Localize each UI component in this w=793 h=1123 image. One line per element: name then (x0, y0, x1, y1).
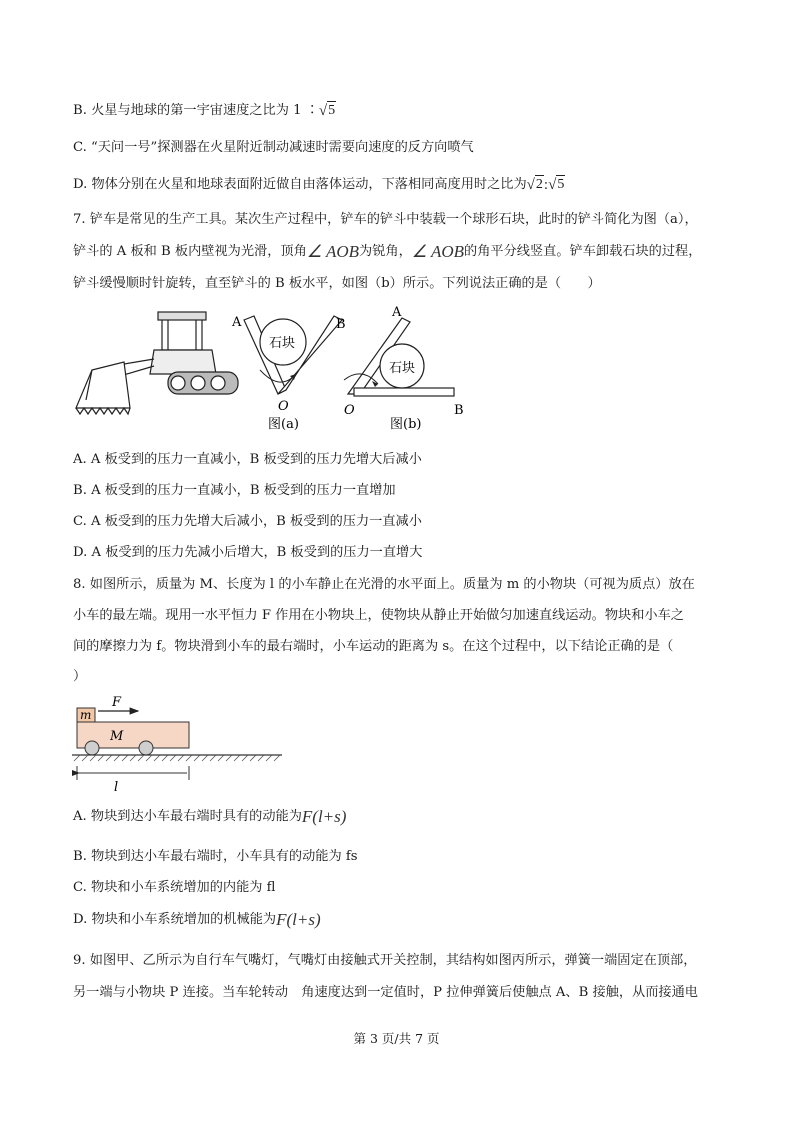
loader-illustration (76, 312, 238, 414)
q7-stem-line2 (73, 243, 701, 261)
q8-option-b: B. 物块到达小车最右端时，小车具有的动能为 fs (73, 849, 358, 864)
cart-wheel (139, 741, 153, 755)
q9-stem-line1: 9. 如图甲、乙所示为自行车气嘴灯，气嘴灯由接触式开关控制，其结构如图丙所示，弹簧一端固定在顶部， (73, 953, 697, 968)
q8-option-a (73, 808, 346, 826)
label-M: M (110, 729, 124, 744)
stone-label: 石块 (269, 336, 296, 351)
label-o: O (344, 403, 355, 418)
q6-option-d-text: D. 物体分别在火星和地球表面附近做自由落体运动，下落相同高度用时之比为 (73, 176, 527, 192)
expression: F(l+s) (301, 807, 347, 826)
figure-b (344, 305, 464, 432)
label-a: A (392, 305, 402, 320)
expression: F(l+s) (276, 910, 321, 929)
label-b: B (454, 403, 464, 418)
q7-option-b: B. A 板受到的压力一直减小，B 板受到的压力一直增加 (73, 483, 396, 498)
q7-figure (72, 304, 472, 436)
q8-stem-line2: 小车的最左端。现用一水平恒力 F 作用在小物块上，使物块从静止开始做匀加速直线运动。物块和小车之 (73, 608, 684, 623)
q8-stem-line4: ） (73, 669, 87, 684)
label-F: F (112, 695, 122, 710)
q6-option-c: C. “天问一号”探测器在火星附近制动减速时需要向速度的反方向喷气 (73, 140, 474, 155)
q7-stem-line3: 铲斗缓慢顺时针旋转，直至铲斗的 B 板水平，如图（b）所示。下列说法正确的是（ ） (73, 276, 601, 291)
q8-option-d (73, 911, 321, 929)
q7-stem-text: 为锐角， (359, 244, 412, 259)
q7-stem-text: 铲斗的 A 板和 B 板内壁视为光滑，顶角 (73, 244, 307, 259)
figure-a (231, 315, 346, 432)
q6-option-b-text: B. 火星与地球的第一宇宙速度之比为 1 ∶ (73, 102, 319, 118)
q8-stem-line1: 8. 如图所示，质量为 M、长度为 l 的小车静止在光滑的水平面上。质量为 m 的小物块（可视为质点）放在 (73, 577, 695, 592)
q8-stem-line3: 间的摩擦力为 f。物块滑到小车的最右端时，小车运动的距离为 s。在这个过程中，以下结论正确的是（ (73, 639, 674, 654)
sqrt-symbol: √ (548, 176, 557, 193)
cart-wheel (85, 741, 99, 755)
q7-option-d: D. A 板受到的压力先减小后增大，B 板受到的压力一直增大 (73, 545, 423, 560)
q8-option-c: C. 物块和小车系统增加的内能为 fl (73, 880, 276, 895)
q8-option-d-text: D. 物块和小车系统增加的机械能为 (73, 912, 277, 927)
q8-option-a-text: A. 物块到达小车最右端时具有的动能为 (73, 809, 302, 824)
sqrt-value: 5 (557, 177, 565, 192)
q9-stem-line2: 另一端与小物块 P 连接。当车轮转动 角速度达到一定值时，P 拉伸弹簧后使触点 A、B 接触，从而接通电 (73, 985, 698, 1000)
label-o: O (278, 399, 289, 414)
q6-option-b (73, 101, 336, 120)
ratio-colon: : (543, 176, 549, 193)
q7-option-a: A. A 板受到的压力一直减小，B 板受到的压力先增大后减小 (73, 452, 422, 467)
q7-stem-line1: 7. 铲车是常见的生产工具。某次生产过程中，铲车的铲斗中装载一个球形石块，此时的铲斗简化为图（a）， (73, 212, 698, 227)
q6-option-d (73, 175, 565, 194)
sqrt-symbol: √ (526, 176, 535, 193)
caption-a: 图(a) (268, 417, 299, 432)
label-m: m (80, 708, 92, 722)
sqrt-symbol: √ (318, 102, 328, 119)
angle-aob: ∠ AOB (306, 242, 360, 261)
stone-label: 石块 (389, 361, 416, 376)
caption-b: 图(b) (390, 417, 422, 432)
sqrt-value: 2 (535, 177, 543, 192)
ground-hatching (74, 755, 280, 761)
page-footer: 第 3 页/共 7 页 (353, 1031, 440, 1046)
label-a: A (232, 315, 242, 330)
q7-stem-text: 的角平分线竖直。铲车卸载石块的过程， (464, 244, 702, 259)
label-b: B (336, 317, 346, 332)
angle-aob: ∠ AOB (411, 242, 465, 261)
q8-figure (72, 694, 286, 794)
label-l: l (114, 780, 119, 794)
sqrt-value: 5 (328, 103, 336, 118)
q7-option-c: C. A 板受到的压力先增大后减小，B 板受到的压力一直减小 (73, 514, 422, 529)
